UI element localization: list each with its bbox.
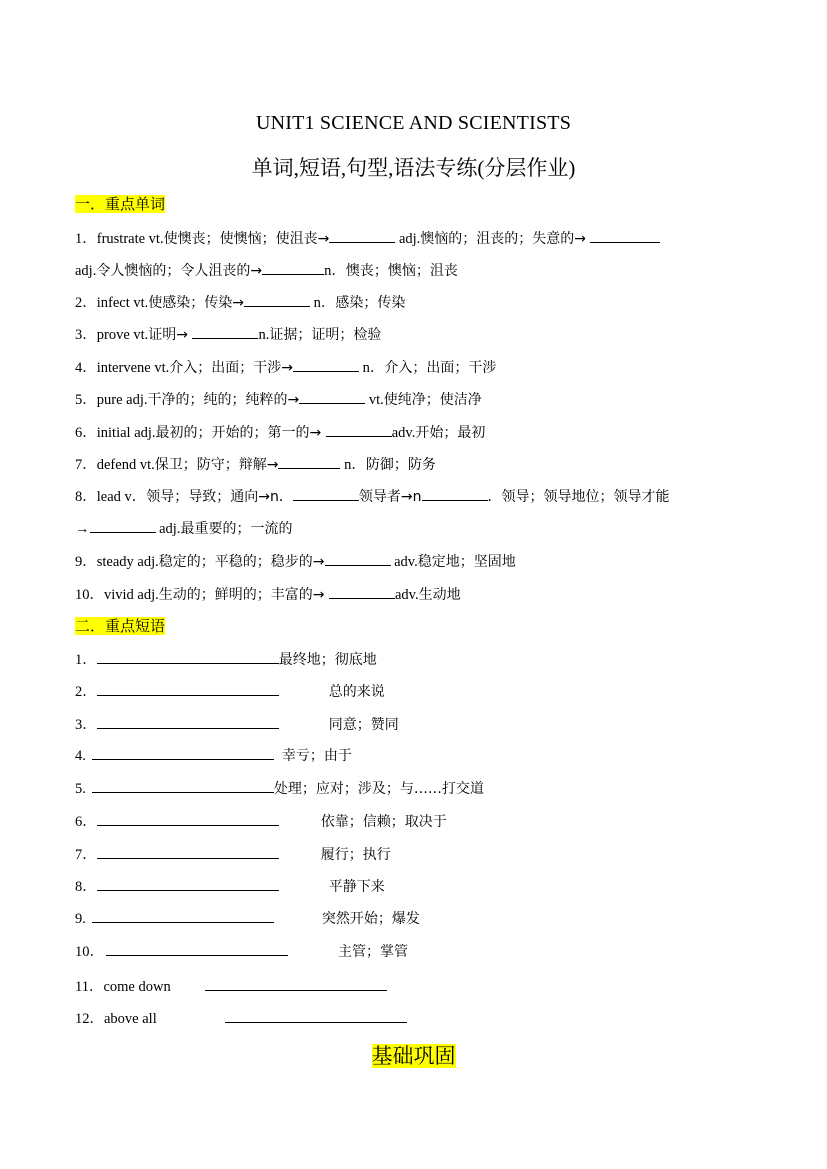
- word-item-8-cont: → adj.最重要的；一流的: [75, 518, 292, 538]
- page-subtitle: 单词,短语,句型,语法专练(分层作业): [251, 156, 576, 180]
- answer-blank[interactable]: [225, 1008, 407, 1023]
- page-title: UNIT1 SCIENCE AND SCIENTISTS: [255, 112, 572, 134]
- word-item-1-cont: adj.令人懊恼的；令人沮丧的→ n．懊丧；懊恼；沮丧: [75, 259, 458, 280]
- word-item-5: 5．pure adj.干净的；纯的；纯粹的→ vt.使纯净；使洁净: [75, 388, 482, 409]
- answer-blank[interactable]: [299, 389, 365, 404]
- phrase-item-5: 5. 处理；应对；涉及；与……打交道: [75, 778, 484, 798]
- phrase-item-6: 6． 依靠；信赖；取决于: [75, 810, 447, 831]
- answer-blank[interactable]: [422, 486, 488, 501]
- phrase-item-2: 2． 总的来说: [75, 680, 385, 701]
- answer-blank[interactable]: [97, 714, 279, 729]
- word-item-8: 8．lead v．领导；导致；通向→n． 领导者→n ．领导；领导地位；领导才能: [75, 485, 670, 506]
- answer-blank[interactable]: [106, 941, 288, 956]
- answer-blank[interactable]: [97, 876, 279, 891]
- section-heading-key-words: [75, 193, 165, 214]
- word-item-7: 7．defend vt.保卫；防守；辩解→ n．防御；防务: [75, 453, 436, 474]
- footer-heading: [0, 1040, 827, 1070]
- answer-blank[interactable]: [92, 778, 274, 793]
- phrase-item-11: 11．come down: [75, 975, 387, 996]
- answer-blank[interactable]: [92, 745, 274, 760]
- answer-blank[interactable]: [329, 228, 395, 243]
- phrase-item-9: 9. 突然开始；爆发: [75, 908, 420, 928]
- word-item-10: 10．vivid adj.生动的；鲜明的；丰富的→ adv.生动地: [75, 583, 461, 604]
- answer-blank[interactable]: [293, 357, 359, 372]
- phrase-item-12: 12．above all: [75, 1007, 407, 1028]
- word-item-1: 1．frustrate vt.使懊丧；使懊恼；使沮丧→ adj.懊恼的；沮丧的；失意的→: [75, 227, 660, 248]
- footer-heading-text: 基础巩固: [371, 1044, 456, 1068]
- phrase-item-8: 8． 平静下来: [75, 875, 385, 896]
- answer-blank[interactable]: [92, 908, 274, 923]
- answer-blank[interactable]: [97, 811, 279, 826]
- word-item-6: 6．initial adj.最初的；开始的；第一的→ adv.开始；最初: [75, 421, 485, 442]
- answer-blank[interactable]: [205, 976, 387, 991]
- word-item-4: 4．intervene vt.介入；出面；干涉→ n．介入；出面；干涉: [75, 356, 496, 377]
- phrase-item-7: 7． 履行；执行: [75, 843, 391, 864]
- answer-blank[interactable]: [97, 649, 279, 664]
- answer-blank[interactable]: [262, 260, 324, 275]
- phrase-item-4: 4. 幸亏；由于: [75, 745, 352, 765]
- answer-blank[interactable]: [97, 844, 279, 859]
- phrase-item-3: 3． 同意；赞同: [75, 713, 399, 734]
- phrase-item-10: 10． 主管；掌管: [75, 940, 408, 961]
- phrase-item-1: 1． 最终地；彻底地: [75, 648, 377, 669]
- word-item-9: 9．steady adj.稳定的；平稳的；稳步的→ adv.稳定地；坚固地: [75, 550, 516, 571]
- answer-blank[interactable]: [325, 551, 391, 566]
- answer-blank[interactable]: [90, 518, 156, 533]
- answer-blank[interactable]: [192, 324, 258, 339]
- answer-blank[interactable]: [244, 292, 310, 307]
- section-heading-key-phrases: [75, 615, 165, 636]
- answer-blank[interactable]: [97, 681, 279, 696]
- section-heading-text: 一．重点单词: [75, 195, 166, 213]
- answer-blank[interactable]: [329, 584, 395, 599]
- answer-blank[interactable]: [326, 422, 392, 437]
- answer-blank[interactable]: [293, 486, 359, 501]
- word-item-2: 2．infect vt.使感染；传染→ n．感染；传染: [75, 291, 405, 312]
- word-item-3: 3．prove vt.证明→ n.证据；证明；检验: [75, 323, 381, 344]
- answer-blank[interactable]: [590, 228, 660, 243]
- answer-blank[interactable]: [278, 454, 340, 469]
- section-heading-text: 二．重点短语: [75, 617, 166, 635]
